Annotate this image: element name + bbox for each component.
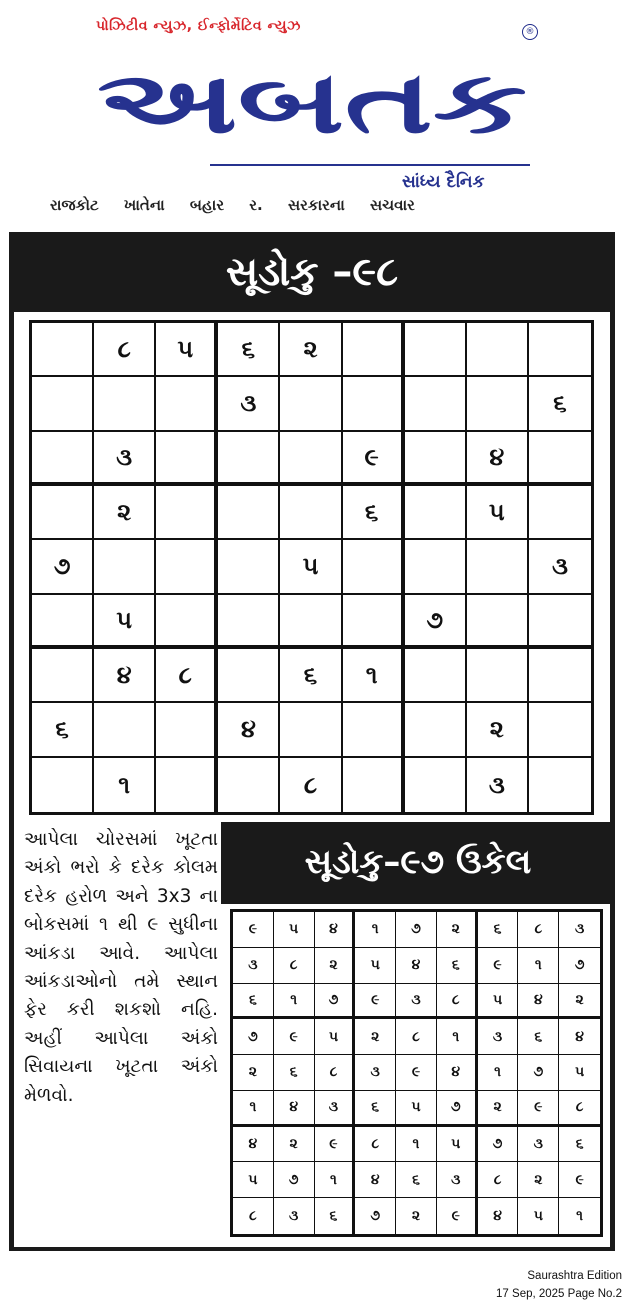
sudoku-cell[interactable]: [280, 595, 342, 649]
sudoku-cell[interactable]: ૧: [94, 758, 156, 812]
solution-cell: ૯: [518, 1091, 559, 1127]
sudoku-cell[interactable]: [218, 595, 280, 649]
solution-cell: ૨: [518, 1162, 559, 1198]
solution-cell: ૯: [315, 1127, 356, 1163]
solution-cell: ૨: [559, 984, 600, 1020]
solution-cell: ૩: [315, 1091, 356, 1127]
solution-cell: ૮: [518, 912, 559, 948]
sudoku-cell[interactable]: [529, 703, 591, 757]
solution-cell: ૨: [233, 1055, 274, 1091]
footer: [422, 1267, 622, 1303]
solution-cell: ૫: [233, 1162, 274, 1198]
solution-cell: ૩: [518, 1127, 559, 1163]
solution-cell: ૬: [315, 1198, 356, 1234]
sudoku-cell[interactable]: ૪: [218, 703, 280, 757]
solution-cell: ૩: [478, 1019, 519, 1055]
sudoku-cell[interactable]: [218, 758, 280, 812]
solution-cell: ૬: [559, 1127, 600, 1163]
sudoku-cell[interactable]: [280, 377, 342, 431]
solution-grid: [230, 909, 603, 1237]
sudoku-cell[interactable]: [343, 758, 405, 812]
sudoku-cell[interactable]: ૨: [94, 486, 156, 540]
sudoku-grid: [29, 320, 594, 815]
sudoku-cell[interactable]: [467, 323, 529, 377]
solution-cell: ૧: [355, 912, 396, 948]
solution-cell: ૬: [396, 1162, 437, 1198]
solution-cell: ૫: [437, 1127, 478, 1163]
solution-cell: ૪: [518, 984, 559, 1020]
sudoku-cell[interactable]: [467, 649, 529, 703]
sudoku-cell[interactable]: [529, 758, 591, 812]
solution-cell: ૮: [437, 984, 478, 1020]
solution-cell: ૨: [315, 948, 356, 984]
sudoku-cell[interactable]: ૫: [467, 486, 529, 540]
solution-cell: ૪: [559, 1019, 600, 1055]
sudoku-cell[interactable]: [405, 703, 467, 757]
sudoku-cell[interactable]: [343, 377, 405, 431]
sudoku-cell[interactable]: [156, 595, 218, 649]
sudoku-cell[interactable]: [529, 486, 591, 540]
sudoku-cell[interactable]: [467, 377, 529, 431]
solution-cell: ૪: [478, 1198, 519, 1234]
masthead-logo: [92, 42, 532, 153]
solution-cell: ૫: [274, 912, 315, 948]
sudoku-cell[interactable]: [343, 703, 405, 757]
solution-cell: ૬: [233, 984, 274, 1020]
solution-cell: ૫: [355, 948, 396, 984]
solution-cell: ૯: [233, 912, 274, 948]
solution-cell: ૨: [396, 1198, 437, 1234]
sudoku-cell[interactable]: [156, 432, 218, 486]
solution-cell: ૬: [478, 912, 519, 948]
solution-cell: ૭: [355, 1198, 396, 1234]
solution-cell: ૯: [396, 1055, 437, 1091]
sudoku-cell[interactable]: ૧: [343, 649, 405, 703]
sudoku-cell[interactable]: [156, 540, 218, 594]
previous-page-text: રાજકોટ ખાતેના બહાર ર. સરકારના સચવાર: [50, 196, 415, 214]
sudoku-cell[interactable]: ૨: [467, 703, 529, 757]
instructions-text: આપેલા ચોરસમાં ખૂટતા અંકો ભરો કે દરેક કોલમ દરેક હરોળ અને 3x3 ના બોકસમાં ૧ થી ૯ સુધીના આંકડા આવે. આપેલા આંકડાઓનો તમે સ્થાન ફેર કરી શકશો નહિ. અહીં આપેલા અંકો સિવાયના ખૂટતા અંકો મેળવો.: [24, 829, 218, 1106]
sudoku-panel: [9, 232, 615, 1251]
solution-cell: ૬: [274, 1055, 315, 1091]
solution-cell: ૨: [437, 912, 478, 948]
sudoku-cell[interactable]: [94, 540, 156, 594]
solution-cell: ૭: [233, 1019, 274, 1055]
solution-cell: ૫: [396, 1091, 437, 1127]
sudoku-cell[interactable]: [467, 595, 529, 649]
solution-cell: ૭: [437, 1091, 478, 1127]
sudoku-cell[interactable]: [343, 323, 405, 377]
solution-cell: ૧: [576, 1208, 584, 1225]
solution-cell: ૧: [274, 984, 315, 1020]
solution-cell: ૪: [396, 948, 437, 984]
sudoku-cell[interactable]: ૫: [156, 323, 218, 377]
sudoku-cell[interactable]: ૬: [343, 486, 405, 540]
sudoku-cell[interactable]: [32, 432, 94, 486]
solution-cell: ૭: [274, 1162, 315, 1198]
solution-cell: ૫: [478, 984, 519, 1020]
solution-cell: ૭: [518, 1055, 559, 1091]
sudoku-cell[interactable]: ૨: [280, 323, 342, 377]
sudoku-cell[interactable]: ૬: [280, 649, 342, 703]
sudoku-cell[interactable]: ૮: [156, 649, 218, 703]
sudoku-cell[interactable]: [94, 377, 156, 431]
solution-cell: ૩: [233, 948, 274, 984]
solution-cell: ૮: [478, 1162, 519, 1198]
sudoku-cell[interactable]: [529, 649, 591, 703]
solution-cell: ૮: [355, 1127, 396, 1163]
solution-cell: ૭: [478, 1127, 519, 1163]
solution-cell: ૮: [559, 1091, 600, 1127]
sudoku-cell[interactable]: ૭: [405, 595, 467, 649]
sudoku-cell[interactable]: ૮: [94, 323, 156, 377]
solution-cell: ૭: [559, 948, 600, 984]
solution-cell: ૯: [478, 948, 519, 984]
sudoku-cell[interactable]: [32, 323, 94, 377]
footer-edition: Saurashtra Edition: [527, 1270, 622, 1282]
solution-cell: ૩: [396, 984, 437, 1020]
sudoku-cell[interactable]: [156, 758, 218, 812]
masthead-rule: [210, 164, 530, 166]
sudoku-cell[interactable]: ૩: [529, 540, 591, 594]
solution-title: સૂડોકુ–૯૭ ઉકેલ: [304, 842, 532, 882]
sudoku-cell[interactable]: [343, 595, 405, 649]
registered-mark: ®: [522, 24, 538, 40]
solution-cell: ૪: [274, 1091, 315, 1127]
solution-cell: ૯: [437, 1198, 478, 1234]
solution-cell: ૪: [355, 1162, 396, 1198]
solution-cell: ૫: [315, 1019, 356, 1055]
sudoku-cell[interactable]: [343, 540, 405, 594]
solution-cell: ૯: [355, 984, 396, 1020]
sudoku-cell[interactable]: [405, 758, 467, 812]
solution-cell: ૯: [559, 1162, 600, 1198]
sudoku-cell[interactable]: [405, 323, 467, 377]
sudoku-cell[interactable]: ૫: [280, 540, 342, 594]
sudoku-cell[interactable]: [32, 595, 94, 649]
sudoku-cell[interactable]: ૩: [94, 432, 156, 486]
solution-cell: ૬: [518, 1019, 559, 1055]
sudoku-cell[interactable]: [218, 540, 280, 594]
sudoku-cell[interactable]: [280, 432, 342, 486]
solution-cell: ૭: [315, 984, 356, 1020]
sudoku-cell[interactable]: ૬: [32, 703, 94, 757]
solution-cell: ૩: [274, 1198, 315, 1234]
solution-cell: ૧: [396, 1127, 437, 1163]
sudoku-cell[interactable]: ૪: [94, 649, 156, 703]
sudoku-cell[interactable]: [218, 486, 280, 540]
solution-cell: ૩: [437, 1162, 478, 1198]
sudoku-cell[interactable]: [218, 649, 280, 703]
sudoku-cell[interactable]: ૩: [218, 377, 280, 431]
sudoku-cell[interactable]: [405, 486, 467, 540]
sudoku-cell[interactable]: [405, 432, 467, 486]
sudoku-cell[interactable]: [156, 703, 218, 757]
sudoku-cell[interactable]: [280, 486, 342, 540]
sudoku-cell[interactable]: [32, 486, 94, 540]
sudoku-cell[interactable]: [32, 758, 94, 812]
sudoku-cell[interactable]: ૪: [467, 432, 529, 486]
sudoku-cell[interactable]: ૬: [529, 377, 591, 431]
solution-cell: ૪: [437, 1055, 478, 1091]
footer-date-page: 17 Sep, 2025 Page No.2: [496, 1288, 622, 1300]
sudoku-cell[interactable]: [529, 595, 591, 649]
solution-cell: ૮: [233, 1198, 274, 1234]
sudoku-cell[interactable]: [467, 540, 529, 594]
masthead-subtitle: સાંધ્ય દૈનિક: [402, 172, 485, 192]
sudoku-cell[interactable]: [405, 540, 467, 594]
solution-cell: ૨: [355, 1019, 396, 1055]
solution-cell: ૬: [437, 948, 478, 984]
sudoku-cell[interactable]: [218, 432, 280, 486]
sudoku-cell[interactable]: ૭: [32, 540, 94, 594]
sudoku-cell[interactable]: [529, 323, 591, 377]
sudoku-cell[interactable]: [32, 649, 94, 703]
masthead-brand: અબતક: [97, 53, 527, 153]
solution-cell: ૩: [355, 1055, 396, 1091]
solution-cell: ૮: [315, 1055, 356, 1091]
solution-cell: ૯: [274, 1019, 315, 1055]
solution-cell: ૨: [274, 1127, 315, 1163]
solution-cell: ૬: [355, 1091, 396, 1127]
puzzle-area: [14, 312, 610, 822]
solution-cell: ૧: [478, 1055, 519, 1091]
sudoku-cell[interactable]: ૯: [343, 432, 405, 486]
solution-area: [221, 904, 610, 1247]
solution-cell: ૧: [315, 1162, 356, 1198]
solution-cell: ૨: [478, 1091, 519, 1127]
sudoku-cell[interactable]: ૬: [218, 323, 280, 377]
puzzle-title: સૂડોકુ –૯૮: [225, 249, 399, 295]
solution-cell: ૪: [233, 1127, 274, 1163]
solution-cell: ૧: [518, 948, 559, 984]
solution-cell: ૩: [559, 912, 600, 948]
solution-cell: ૮: [274, 948, 315, 984]
sudoku-cell[interactable]: ૮: [280, 758, 342, 812]
solution-cell: ૧: [437, 1019, 478, 1055]
instructions-area: [14, 822, 221, 1247]
solution-cell: ૮: [396, 1019, 437, 1055]
sudoku-cell[interactable]: [280, 703, 342, 757]
solution-cell: ૧: [233, 1091, 274, 1127]
sudoku-cell[interactable]: [405, 377, 467, 431]
solution-cell: ૭: [396, 912, 437, 948]
sudoku-cell[interactable]: [156, 486, 218, 540]
solution-cell: ૫: [518, 1198, 559, 1234]
sudoku-cell[interactable]: [94, 703, 156, 757]
sudoku-cell[interactable]: ૫: [94, 595, 156, 649]
sudoku-cell[interactable]: ૩: [467, 758, 529, 812]
sudoku-cell[interactable]: [529, 432, 591, 486]
sudoku-cell[interactable]: [405, 649, 467, 703]
solution-cell: ૪: [315, 912, 356, 948]
masthead-tagline: પોઝિટીવ ન્યુઝ, ઈન્ફોર્મેટિવ ન્યુઝ: [96, 18, 301, 34]
sudoku-cell[interactable]: [156, 377, 218, 431]
solution-cell: ૫: [559, 1055, 600, 1091]
sudoku-cell[interactable]: [32, 377, 94, 431]
